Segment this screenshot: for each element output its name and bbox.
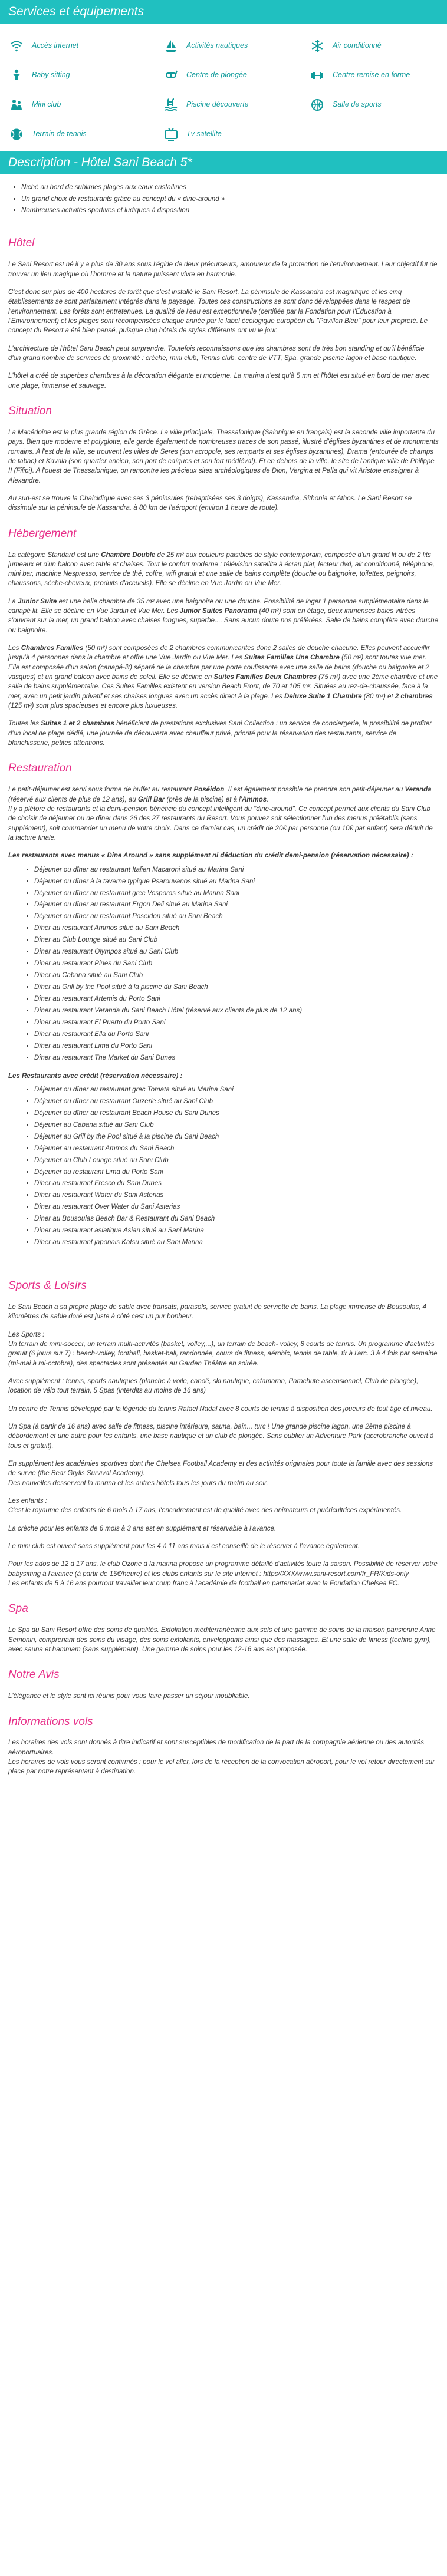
snowflake-icon [310, 39, 324, 53]
paragraph: Un centre de Tennis développé par la légende du tennis Rafael Nadal avec 8 courts de tennis à disposition des joueurs de tout âge et niveau. [8, 1405, 433, 1413]
list-item: • Dîner au restaurant Fresco du Sani Dunes [34, 1179, 439, 1188]
list-item: • Dîner au Club Lounge situé au Sani Club [34, 936, 439, 945]
list-item: • Dîner au restaurant Veranda du Sani Beach Hôtel (réservé aux clients de plus de 12 ans) [34, 1007, 439, 1015]
hebergement-heading: Hébergement [8, 527, 77, 540]
facility-label: Activités nautiques [186, 41, 248, 50]
paragraph: Le Sani Resort est né il y a plus de 30 ans sous l'égide de deux précurseurs, amoureux de la protection de l'environnement. Leur objectif fut de trouver un lieu magique où l'homme et la nature puissent vivre en harmonie. [8, 261, 438, 278]
paragraph: Le Sani Beach a sa propre plage de sable avec transats, parasols, service gratuit de serviette de bains. La plage immense de Bousoulas, 4 kilomètres de sable doré est juste à côté cest un pur bonheur. [8, 1304, 426, 1321]
list-item: • Dîner au restaurant Lima du Porto Sani [34, 1042, 439, 1051]
paragraph: L'hôtel a créé de superbes chambres à la décoration élégante et moderne. La marina n'est qu'à 5 mn et l'hôtel est situé en bord de mer avec une plage, immense et sauvage. [8, 372, 430, 390]
facilities-grid [0, 24, 447, 151]
paragraph: Toutes les Suites 1 et 2 chambres bénéficient de prestations exclusives Sani Collection : un service de conciergerie, la possibilité de profiter d'un local de plage dédié, une journée de découverte avec chauffeur privé, priorité pour la réservation des restaurants, service de blanchisserie, petites attentions. [8, 720, 432, 747]
paragraph: C'est donc sur plus de 400 hectares de forêt que s'est installé le Sani Resort. La péninsule de Kassandra est magnifique et les cinq établissements se sont parfaitement intégrés dans le paysage. Toutes ces constructions se sont donc développées dans le respect de l'environnement. Les forêts sont entretenues. La qualité de l'eau est exceptionnelle (certifiée par la Fondation pour l'Éducation à l'Environnement) et les plages sont récompensées chaque année par le label écologique européen du "Pavillon Bleu" pour leur propreté. Le concept du Resort a été bien pensé, puisque cinq hôtels de styles différents ont vu le jour. [8, 288, 428, 335]
facility-miniclub [0, 98, 155, 112]
paragraph: Le petit-déjeuner est servi sous forme de buffet au restaurant Poséidon. Il est également possible de prendre son petit-déjeuner au Veranda (réservé aux clients de plus de 12 ans), au Grill Bar (près de la piscine) et à l'Ammos. [8, 786, 432, 803]
list-item: • Déjeuner au Cabana situé au Sani Club [34, 1121, 439, 1130]
list-item: • Déjeuner ou dîner au restaurant grec Tomata situé au Marina Sani [34, 1086, 439, 1094]
list-item: • Déjeuner au restaurant Lima du Porto Sani [34, 1168, 439, 1177]
paragraph: Pour les ados de 12 à 17 ans, le club Ozone à la marina propose un programme détaillé d'activités toute la saison. Possibilité de réserver votre babysitting à l'avance (à partir de 15€/heure) et les clubs enfants sur le site internet : https//XXX/www.sani-resort.com/fr_FR/Kids-only Les enfants de 5 à 16 ans pourront travailler leur coup franc à l'académie de football en partenariat avec la Fondation Chelsea FC. [8, 1561, 438, 1587]
notre-avis-heading: Notre Avis [8, 1668, 60, 1681]
list-item: • Dîner au restaurant japonais Katsu situé au Sani Marina [34, 1238, 439, 1247]
facility-internet [0, 39, 155, 53]
restaurants-dine-around-list [8, 865, 439, 1071]
paragraph: La Macédoine est la plus grande région de Grèce. La ville principale, Thessalonique (Salonique en français) est la seconde ville importante du pays. Bien que moderne et polyglotte, elle garde également de nombreuses traces de son passé, illustré d'églises byzantines et de monuments romains. A l'est de la ville, se trouvent les villes de Seres (son acropole, ses remparts et ses églises byzantines), Drama (entourée de champs de tabac) et Kavala (son quartier ancien, son port de caïques et son fort médiéval). Et en dehors de la ville, le site de l'antique ville de Philippe II (Filipi). A l'ouest de Thessalonique, on rencontre les précieux sites archéologiques de Dion, Vergina et Pella qui vit Aristote enseigner à Alexandre. [8, 428, 439, 484]
situation-heading: Situation [8, 404, 52, 417]
paragraph: Au sud-est se trouve la Chalcidique avec ses 3 péninsules (rebaptisées ses 3 doigts), Kassandra, Sithonia et Athos. Le Sani Resort se dissimule sur la péninsule de Kassandra, à 80 km de l'aéroport (environ 1 heure de route). [8, 494, 412, 512]
spa-heading: Spa [8, 1602, 28, 1615]
facility-label: Mini club [32, 100, 61, 109]
content [0, 236, 447, 1776]
list-item: • Niché au bord de sublimes plages aux eaux cristallines [21, 183, 447, 192]
facility-label: Terrain de tennis [32, 130, 87, 138]
hotel-heading: Hôtel [8, 237, 35, 250]
restaurants-credit-list [8, 1084, 439, 1256]
facility-label: Tv satellite [186, 130, 222, 138]
facility-fitness [301, 68, 447, 83]
paragraph: La crèche pour les enfants de 6 mois à 3 ans est en supplément et réservable à l'avance. [8, 1525, 277, 1532]
infos-vols-heading: Informations vols [8, 1715, 93, 1728]
diving-icon [164, 68, 178, 83]
list-item: • Dîner au restaurant asiatique Asian situé au Sani Marina [34, 1226, 439, 1235]
list-item: • Déjeuner ou dîner au restaurant Poseidon situé au Sani Beach [34, 912, 439, 921]
facility-nautical [155, 39, 301, 53]
wifi-icon [9, 39, 24, 53]
sports-icon [310, 98, 324, 112]
facility-label: Piscine découverte [186, 100, 249, 109]
paragraph: La catégorie Standard est une Chambre Double de 25 m² aux couleurs paisibles de style contemporain, composée d'un grand lit ou de 2 lits jumeaux et d'un balcon avec table et chaises. Tout le confort moderne : télévision satellite à écran plat, lecteur dvd, air conditionné, téléphone, mini bar, machine Nespresso, service de thé, coffre, wifi gratuit et une salle de bains complète (douche ou baignoire, toilettes, peignoirs, chaussons, sèche-cheveux, produits d'accueils). Elle se décline en Vue Jardin ou Vue Mer. [8, 551, 435, 588]
facility-diving [155, 68, 301, 83]
list-item: • Déjeuner au Club Lounge situé au Sani Club [34, 1156, 439, 1165]
pool-icon [164, 98, 178, 112]
facility-tv [155, 127, 301, 141]
paragraph: Les enfants : C'est le royaume des enfants de 6 mois à 17 ans, l'encadrement est de qualité avec des animateurs et puéricultrices expérimentés. [8, 1497, 402, 1515]
spacer [8, 1256, 439, 1265]
facility-tennis [0, 127, 155, 141]
tv-icon [164, 127, 178, 141]
list-item: • Déjeuner ou dîner au restaurant Ouzerie situé au Sani Club [34, 1097, 439, 1106]
list-item: • Déjeuner au restaurant Ammos du Sani Beach [34, 1144, 439, 1153]
paragraph: Le Spa du Sani Resort offre des soins de qualités. Exfoliation méditerranéenne aux sels et une gamme de soins de la maison parisienne Anne Semonin, comprenant des soins du visage, des soins exfoliants, enveloppants ainsi que des massages. Et une salle de fitness (techno gym), avec sauna et hammam (sans supplément). Une gamme de soins pour les 12-16 ans est proposée. [8, 1627, 436, 1653]
paragraph: L'architecture de l'hôtel Sani Beach peut surprendre. Toutefois reconnaissons que les chambres sont de très bon standing et qu'il bénéficie d'un grand nombre de services de proximité : crèche, mini club, Tennis club, centre de VTT, Spa, grande piscine lagon et base nautique. [8, 345, 425, 362]
list-item: • Dîner au Cabana situé au Sani Club [34, 971, 439, 980]
facility-babysitting [0, 68, 155, 83]
boat-icon [164, 39, 178, 53]
list-item: • Dîner au restaurant Olympos situé au Sani Club [34, 948, 439, 956]
paragraph: Les Sports : Un terrain de mini-soccer, un terrain multi-activités (basket, volley,...), un terrain de beach- volley, 8 courts de tennis. Un programme d'activités gratuit (6 jours sur 7) : beach-volley, football, basket-ball, randonnée, cours de fitness, aérobic, tennis de table, tir à l'arc. 3 à 4 fois par semaine (mi-mai à mi-octobre), des spectacles sont présentés au Garden Théâtre en soirée. [8, 1331, 438, 1367]
list-item: • Dîner au restaurant Pines du Sani Club [34, 959, 439, 968]
paragraph: Avec supplément : tennis, sports nautiques (planche à voile, canoë, ski nautique, catamaran, Parachute ascensionnel, Club de plongée), location de vélo tout terrain, 5 Spas (interdits au moins de 16 ans) [8, 1378, 419, 1395]
facility-pool [155, 98, 301, 112]
list-item: • Déjeuner ou dîner au restaurant grec Vosporos situé au Marina Sani [34, 889, 439, 898]
highlights-list [0, 174, 447, 223]
list-item: • Dîner au restaurant Ella du Porto Sani [34, 1030, 439, 1039]
list-item: • Dîner au Bousoulas Beach Bar & Restaurant du Sani Beach [34, 1215, 439, 1223]
list-item: • Un grand choix de restaurants grâce au concept du « dine-around » [21, 194, 447, 204]
kids-icon [9, 98, 24, 112]
facility-label: Centre de plongée [186, 71, 247, 80]
list-item: • Déjeuner au Grill by the Pool situé à la piscine du Sani Beach [34, 1133, 439, 1142]
paragraph: Il y a plétore de restaurants et la demi-pension bénéficie du concept intelligent du "dine-around". Ce concept permet aux clients du Sani Club de choisir de déjeuner ou de dîner dans 26 des 27 restaurants du Resort. Vous pouvez soit sélectionner l'un des menus préétablis (sans supplément), soit commander un menu de votre choix. Dans ce dernier cas, un crédit de 20€ par personne (ou 10€ par enfant) sera déduit de la facture finale. [8, 806, 433, 842]
paragraph: Les Chambres Familles (50 m²) sont composées de 2 chambres communicantes donc 2 salles de douche chacune. Elles peuvent accueillir jusqu'à 4 personnes dans la chambre et offre une Vue Jardin ou Vue Mer. Les Suites Familles Une Chambre (50 m²) sont toutes vue mer. Elle est composée d'un salon (canapé-lit) séparé de la chambre par une porte coulissante avec une salle de bains (douche ou baignoire et 2 vasques) et un grand balcon avec bains de soleil. Elle se décline en Suites Familles Deux Chambres (75 m²) avec une 2ème chambre et une salle de bains supplémentaire. Ces Suites Familles existent en version Beach Front, de 70 et 105 m². Situées au rez-de-chaussée, face à la mer, avec un petit jardin privatif et ses chaises longues avec un accès direct à la plage. Les Deluxe Suite 1 Chambre (80 m²) et 2 chambres (125 m²) sont plus spacieuses et encore plus luxueuses. [8, 645, 438, 710]
paragraph: En supplément les académies sportives dont the Chelsea Football Academy et des activités originales pour toute la famille avec des sessions de survie (the Bear Grylls Survival Academy). Des nouvelles desservent la marina et les autres hôtels tous les jours du matin au soir. [8, 1460, 433, 1487]
baby-icon [9, 68, 24, 83]
dumbbell-icon [310, 68, 324, 83]
facility-label: Air conditionné [333, 41, 382, 50]
facility-label: Centre remise en forme [333, 71, 410, 80]
facility-label: Baby sitting [32, 71, 70, 80]
paragraph: Un Spa (à partir de 16 ans) avec salle de fitness, piscine intérieure, sauna, bain... turc ! Une grande piscine lagon, une 2ème piscine à débordement et une autre pour les enfants, une base nautique et un club de plongée. Sans oublier un Adventure Park (accrobranche ouvert à tous et gratuit). [8, 1423, 434, 1450]
list-item: • Dîner au restaurant Water du Sani Asterias [34, 1191, 439, 1200]
list-item: • Déjeuner ou dîner au restaurant Italien Macaroni situé au Marina Sani [34, 866, 439, 875]
list-item: • Dîner au restaurant The Market du Sani Dunes [34, 1054, 439, 1063]
paragraph: L'élégance et le style sont ici réunis pour vous faire passer un séjour inoubliable. [8, 1693, 250, 1700]
list-item: • Dîner au restaurant El Puerto du Porto Sani [34, 1018, 439, 1027]
sports-heading: Sports & Loisirs [8, 1279, 87, 1292]
list-item: • Déjeuner ou dîner au restaurant Beach House du Sani Dunes [34, 1109, 439, 1118]
tennis-icon [9, 127, 24, 141]
list-item: • Nombreuses activités sportives et ludiques à disposition [21, 206, 447, 215]
facility-sports-room [301, 98, 447, 112]
list-item: • Déjeuner ou dîner au restaurant Ergon Deli situé au Marina Sani [34, 901, 439, 909]
services-header: Services et équipements [0, 0, 447, 24]
list-title: Les restaurants avec menus « Dine Around » sans supplément ni déduction du crédit demi-pension (réservation nécessaire) : [8, 852, 413, 860]
paragraph: La Junior Suite est une belle chambre de 35 m² avec une baignoire ou une douche. Possibilité de loger 1 personne supplémentaire dans le canapé lit. Elle se décline en Vue Jardin et Vue Mer. Les Junior Suites Panorama (40 m²) sont en étage, deux immenses baies vitrées s'ouvrent sur la mer, un grand balcon avec chaises longues, superbe.... Sans aucun doute nos préférées. Salle de bains complète avec douche ou baignoire. [8, 598, 439, 634]
facility-ac [301, 39, 447, 53]
paragraph: Le mini club est ouvert sans supplément pour les 4 à 11 ans mais il est conseillé de le réserver à l'avance également. [8, 1542, 360, 1550]
list-item: • Dîner au restaurant Artemis du Porto Sani [34, 995, 439, 1004]
list-item: • Dîner au restaurant Ammos situé au Sani Beach [34, 924, 439, 933]
facility-label: Accès internet [32, 41, 79, 50]
list-item: • Dîner au Grill by the Pool situé à la piscine du Sani Beach [34, 983, 439, 992]
list-item: • Dîner au restaurant Over Water du Sani Asterias [34, 1203, 439, 1212]
restauration-heading: Restauration [8, 762, 72, 775]
list-item: • Déjeuner ou dîner à la taverne typique Psarouvanos situé au Marina Sani [34, 878, 439, 886]
description-header: Description - Hôtel Sani Beach 5* [0, 151, 447, 174]
paragraph: Les horaires des vols sont donnés à titre indicatif et sont susceptibles de modification de la part de la compagnie aérienne ou des autorités aéroportuaires. Les horaires de vols vous seront confirmés : pour le vol aller, lors de la réception de la convocation aéroport, pour le vol retour directement sur place par notre représentant à destination. [8, 1739, 435, 1776]
list-title: Les Restaurants avec crédit (réservation nécessaire) : [8, 1072, 183, 1080]
facility-label: Salle de sports [333, 100, 382, 109]
